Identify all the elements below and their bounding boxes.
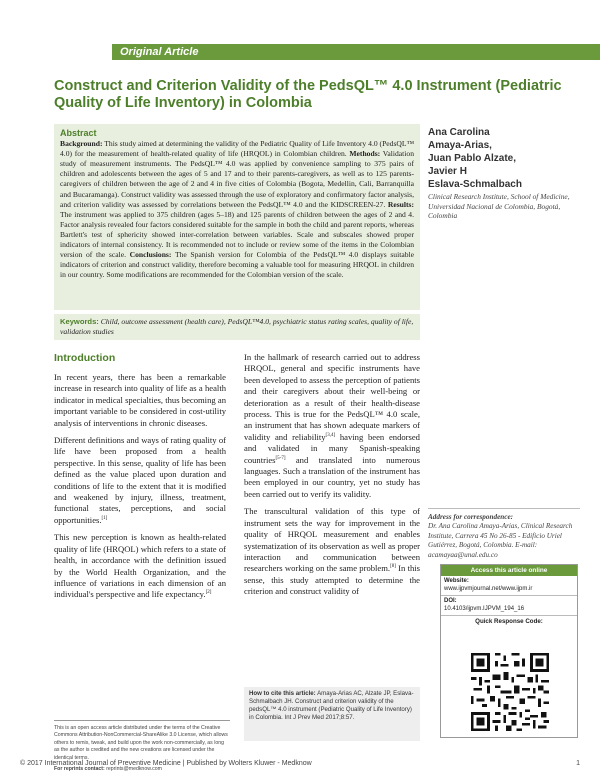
reprints-email[interactable]: reprints@medknow.com — [106, 766, 162, 773]
footer-text: © 2017 International Journal of Preventive Medicine | Published by Wolters Kluwer - Medknow — [20, 760, 312, 767]
results-text: The instrument was applied to 375 children (ages 5–18) and 125 parents of children between the ages of 2 and 4. Factor analysis revealed four factors considered suitable for the sample in both the child and parent reports, whereas Bartlett's test of sphericity showed inter-correlation between variables. Scale and subscales showed proper indicators of internal consistency. It is recommended not to include or review some of the items in the Colombian version of the scale. — [60, 209, 414, 260]
author-list — [428, 126, 578, 191]
methods-label: Methods: — [349, 149, 381, 159]
abstract-box — [54, 124, 420, 310]
author-line: Ana Carolina — [428, 127, 490, 138]
paragraph: The transcultural validation of this type of instrument sets the way for improvement in the quality of HRQOL measurement and enables systematization of its observation as well as proper interaction and communication between researchers working on the same problem.[8] In this sense, this study attempted to determine the criterion and construct validity of — [244, 506, 420, 597]
methods-text: Validation study of measurement instruments. The PedsQL™ 4.0 was applied by convenience sampling to 375 pairs of children and adolescents between the ages of 5 and 17 and to their parents-caregivers, as well as to 125 parents-caregivers of children between the age of 2 and 4 in five cities of Colombia (Bogota, Medellin, Cali, Barranquilla and Bucaramanga). Construct validity was assessed through the use of exploratory and confirmatory factor analysis, and criterion validity was assessed by correlations between the PedsQL™ 4.0 and the KIDSCREEN-27. — [60, 149, 414, 209]
qr-label: Quick Response Code: — [475, 618, 543, 626]
correspondence-box — [428, 508, 580, 560]
correspondence-text: Dr. Ana Carolina Amaya-Arias, Clinical Research Institute, Carrera 45 No 26-85 - Edificio Uriel Gutiérrez, Bogotá, Colombia. E-mail: acamayaa@unal.edu.co — [428, 522, 573, 559]
conclusions-text: The Spanish version for Colombia of the PedsQL™ 4.0 displays suitable indicators of criterion and construct validity, therefore becoming a valuable tool for measuring HRQOL in children in our country. Some modifications are recommended for the Colombian version of the scale. — [60, 250, 414, 280]
abstract-heading: Abstract — [60, 128, 97, 138]
website-label: Website: — [444, 578, 469, 584]
results-label: Results: — [387, 199, 414, 209]
correspondence-heading: Address for correspondence: — [428, 513, 514, 521]
license-text: This is an open access article distributed under the terms of the Creative Commons Attribution-NonCommercial-ShareAlike 3.0 License, which allows others to remix, tweak, and build upon the work non-commercially, as long as the author is credited and the new creations are licensed under the identical terms. — [54, 725, 228, 761]
website-row — [441, 576, 577, 596]
section-tag: Original Article — [112, 44, 600, 60]
background-text: This study aimed at determining the validity of the Pediatric Quality of Life Inventory 4.0 (PedsQL™ 4.0) for the measurement of health-related quality of life (HRQOL) in Colombian children. — [60, 139, 414, 159]
article-title: Construct and Criterion Validity of the PedsQL™ 4.0 Instrument (Pediatric Quality of Life Inventory) in Colombia — [54, 78, 562, 111]
body-column-right — [244, 352, 420, 604]
page-footer — [20, 760, 580, 767]
citation-text: Amaya-Arias AC, Alzate JP, Eslava-Schmalbach JH. Construct and criterion validity of the pedsQL™ 4.0 instrument (Pediatric Quality of Life Inventory) in Colombia. Int J Prev Med 2017;8:57. — [249, 690, 414, 722]
paragraph: In recent years, there has been a remarkable increase in research into quality of life as a health indicator in medical specialties, thus becoming an important variable to be considered in cost-utility analysis of interventions in chronic diseases. — [54, 372, 226, 428]
citation-ref[interactable]: [2] — [205, 590, 212, 596]
paragraph: Different definitions and ways of rating quality of life have been proposed from a health perspective. In this sense, quality of life has been defined as the value placed upon duration and conditions of life to the extent that it is modified and weakened by injury, illness, treatment, functional states, perceptions, and social opportunities.[1] — [54, 435, 226, 525]
qr-code-icon[interactable] — [471, 653, 549, 731]
author-line: Eslava-Schmalbach — [428, 179, 522, 190]
access-heading: Access this article online — [441, 565, 577, 576]
paragraph: In the hallmark of research carried out to address HRQOL, general and specific instruments have been developed to assess the perception of patients and their caregivers about their well-being or deterioration as a result of their health-disease process. This is true for the PedsQL™ 4.0 scale, an instrument that has shown adequate markers of validity and reliability[3,4] having been endorsed and validated in many Spanish-speaking countries[5-7] and translated into numerous languages. Such a translation of the instrument has been employed in our country, yet no study has been carried out to verify its validity. — [244, 352, 420, 499]
introduction-heading: Introduction — [54, 352, 116, 364]
keywords-label: Keywords: — [60, 317, 99, 326]
keywords-text: Child, outcome assessment (health care), PedsQL™4.0, psychiatric status rating scales, quality of life, validation studies — [60, 317, 414, 336]
author-line: Amaya-Arias, — [428, 140, 492, 151]
citation-ref[interactable]: [3,4] — [325, 432, 336, 438]
author-affiliation: Clinical Research Institute, School of Medicine, Universidad Nacional de Colombia, Bogotá, Colombia — [428, 192, 570, 221]
keywords-box — [54, 314, 420, 340]
citation-ref[interactable]: [1] — [101, 516, 108, 522]
citation-label: How to cite this article: — [249, 690, 316, 697]
conclusions-label: Conclusions: — [129, 250, 172, 260]
website-link[interactable]: www.ijpvmjournal.net/www.ijpm.ir — [444, 585, 533, 592]
paragraph: This new perception is known as health-related quality of life (HRQOL) which refers to a state of health, in accordance with the definition issued by the World Health Organization, and the influence of variations in each dimension of an individual's perspective and life expectancy.[2] — [54, 532, 226, 600]
author-line: Javier H — [428, 166, 467, 177]
doi-label: DOI: — [444, 598, 457, 605]
reprints-contact: For reprints contact: reprints@medknow.com — [54, 766, 162, 773]
doi-row — [441, 596, 577, 616]
doi-link[interactable]: 10.4103/ijpvm.IJPVM_194_16 — [444, 605, 525, 612]
citation-ref[interactable]: [8] — [390, 564, 396, 570]
access-online-box — [440, 564, 578, 738]
body-column-left — [54, 372, 226, 607]
author-line: Juan Pablo Alzate, — [428, 153, 516, 164]
citation-ref[interactable]: [5-7] — [275, 455, 286, 461]
citation-box — [244, 687, 420, 741]
page-number: 1 — [576, 760, 580, 767]
background-label: Background: — [60, 139, 103, 149]
